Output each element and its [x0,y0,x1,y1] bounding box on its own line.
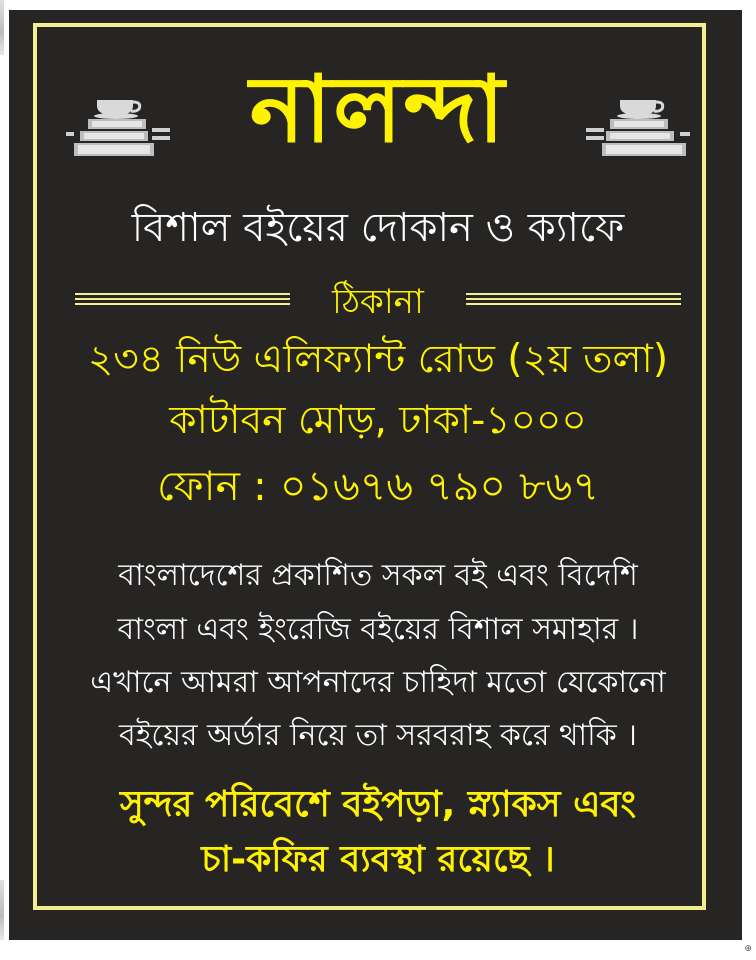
description-line: বাংলা এবং ইংরেজি বইয়ের বিশাল সমাহার । [117,612,639,647]
description-line: বাংলাদেশের প্রকাশিত সকল বই এবং বিদেশি [118,558,638,593]
store-tagline: বিশাল বইয়ের দোকান ও ক্যাফে [131,205,625,251]
crop-mark-strip-bottom [0,880,4,940]
address-line-1: ২৩৪ নিউ এলিফ্যান্ট রোড (২য় তলা) [87,337,669,382]
address-heading: ঠিকানা [332,282,424,322]
address-line-2: কাটাবন মোড়, ঢাকা-১০০০ [169,398,587,443]
registration-mark: ⊕ [744,944,752,954]
phone-number: ফোন : ০১৬৭৬ ৭৯০ ৮৬৭ [157,462,599,510]
slogan-line: সুন্দর পরিবেশে বইপড়া, স্ন্যাকস এবং [120,784,636,825]
store-title: নালন্দা [249,55,507,163]
slogan-line: চা-কফির ব্যবস্থা রয়েছে । [201,839,555,880]
description-line: এখানে আমরা আপনাদের চাহিদা মতো যেকোনো [90,665,666,700]
description-line: বইয়ের অর্ডার নিয়ে তা সরবরাহ করে থাকি । [119,718,637,753]
